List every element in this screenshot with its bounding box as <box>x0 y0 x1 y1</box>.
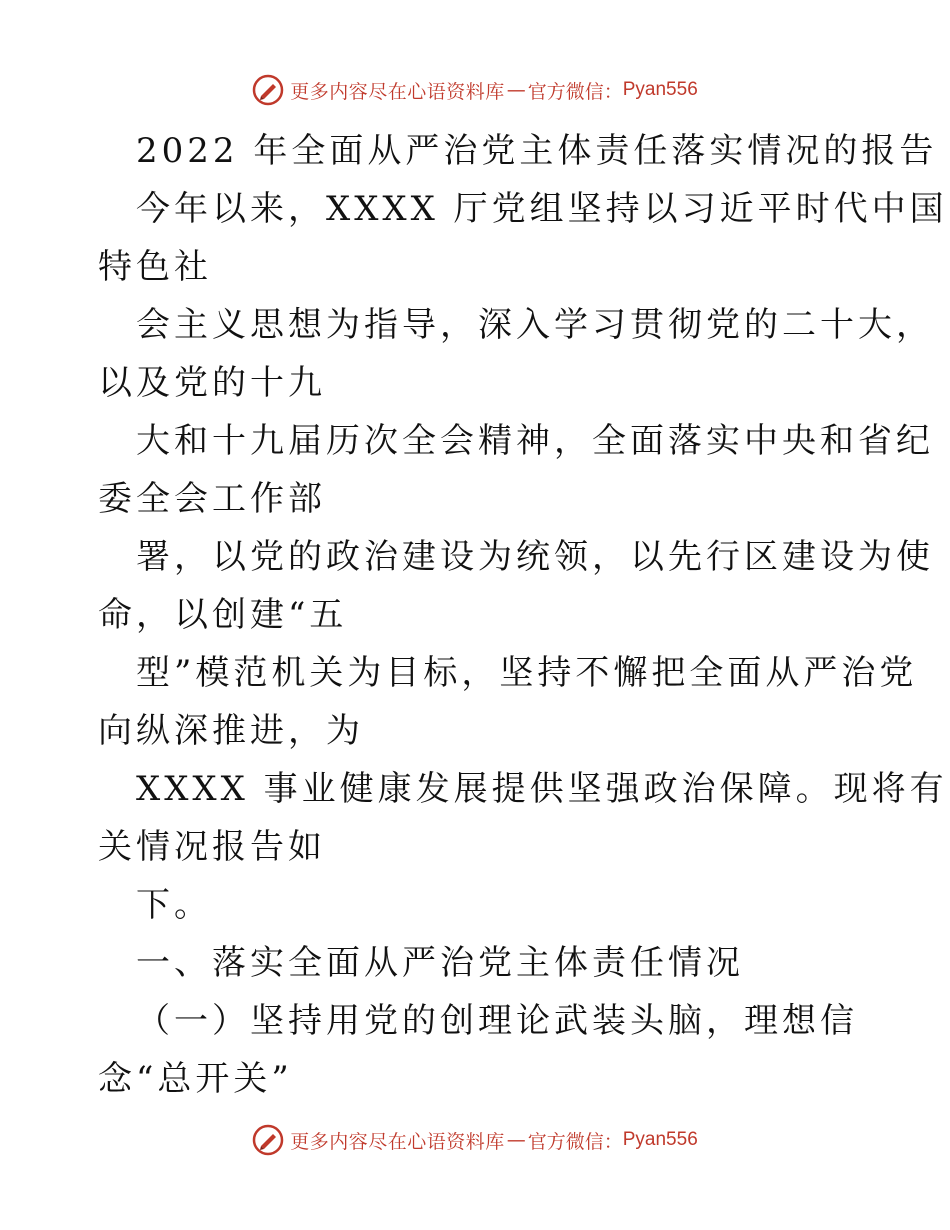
paragraph-line: 大和十九届历次全会精神，全面落实中央和省纪 <box>136 421 934 461</box>
paragraph-line: 型”模范机关为目标，坚持不懈把全面从严治党 <box>136 653 918 693</box>
section-heading: 一、落实全面从严治党主体责任情况 <box>136 943 744 983</box>
pen-logo-icon <box>252 1124 284 1156</box>
subsection-heading: （一）坚持用党的创理论武装头脑，理想信 <box>136 1001 858 1041</box>
document-body <box>98 122 948 1108</box>
paragraph-line: 会主义思想为指导，深入学习贯彻党的二十大， <box>136 305 934 345</box>
paragraph-line: 委全会工作部 <box>98 479 326 519</box>
paragraph-line: 关情况报告如 <box>98 827 326 867</box>
paragraph-line: XXXX 事业健康发展提供坚强政治保障。现将有 <box>136 769 948 809</box>
subsection-heading-continued: 念“总开关” <box>98 1059 293 1099</box>
paragraph-line: 署，以党的政治建设为统领，以先行区建设为使 <box>136 537 934 577</box>
pen-logo-icon <box>252 74 284 106</box>
watermark-banner-bottom <box>0 1120 950 1160</box>
paragraph-line: 特色社 <box>98 247 212 287</box>
watermark-main-text: 更多内容尽在心语资料库 <box>290 80 505 103</box>
paragraph-line: 今年以来，XXXX 厅党组坚持以习近平时代中国 <box>136 189 948 229</box>
watermark-banner-top <box>0 70 950 110</box>
watermark-wechat-label: 官方微信： <box>527 80 623 103</box>
paragraph-line: 向纵深推进，为 <box>98 711 364 751</box>
watermark-main-text: 更多内容尽在心语资料库 <box>290 1130 505 1153</box>
document-title: 2022 年全面从严治党主体责任落实情况的报告 <box>136 131 938 171</box>
watermark-wechat-id: Pyan556 <box>622 79 698 100</box>
paragraph-line: 以及党的十九 <box>98 363 326 403</box>
paragraph-line: 命，以创建“五 <box>98 595 348 635</box>
watermark-wechat-id: Pyan556 <box>622 1129 698 1150</box>
paragraph-line: 下。 <box>136 885 212 925</box>
watermark-wechat-label: 官方微信： <box>527 1130 623 1153</box>
watermark-separator: — <box>506 1129 526 1151</box>
watermark-separator: — <box>506 79 526 101</box>
